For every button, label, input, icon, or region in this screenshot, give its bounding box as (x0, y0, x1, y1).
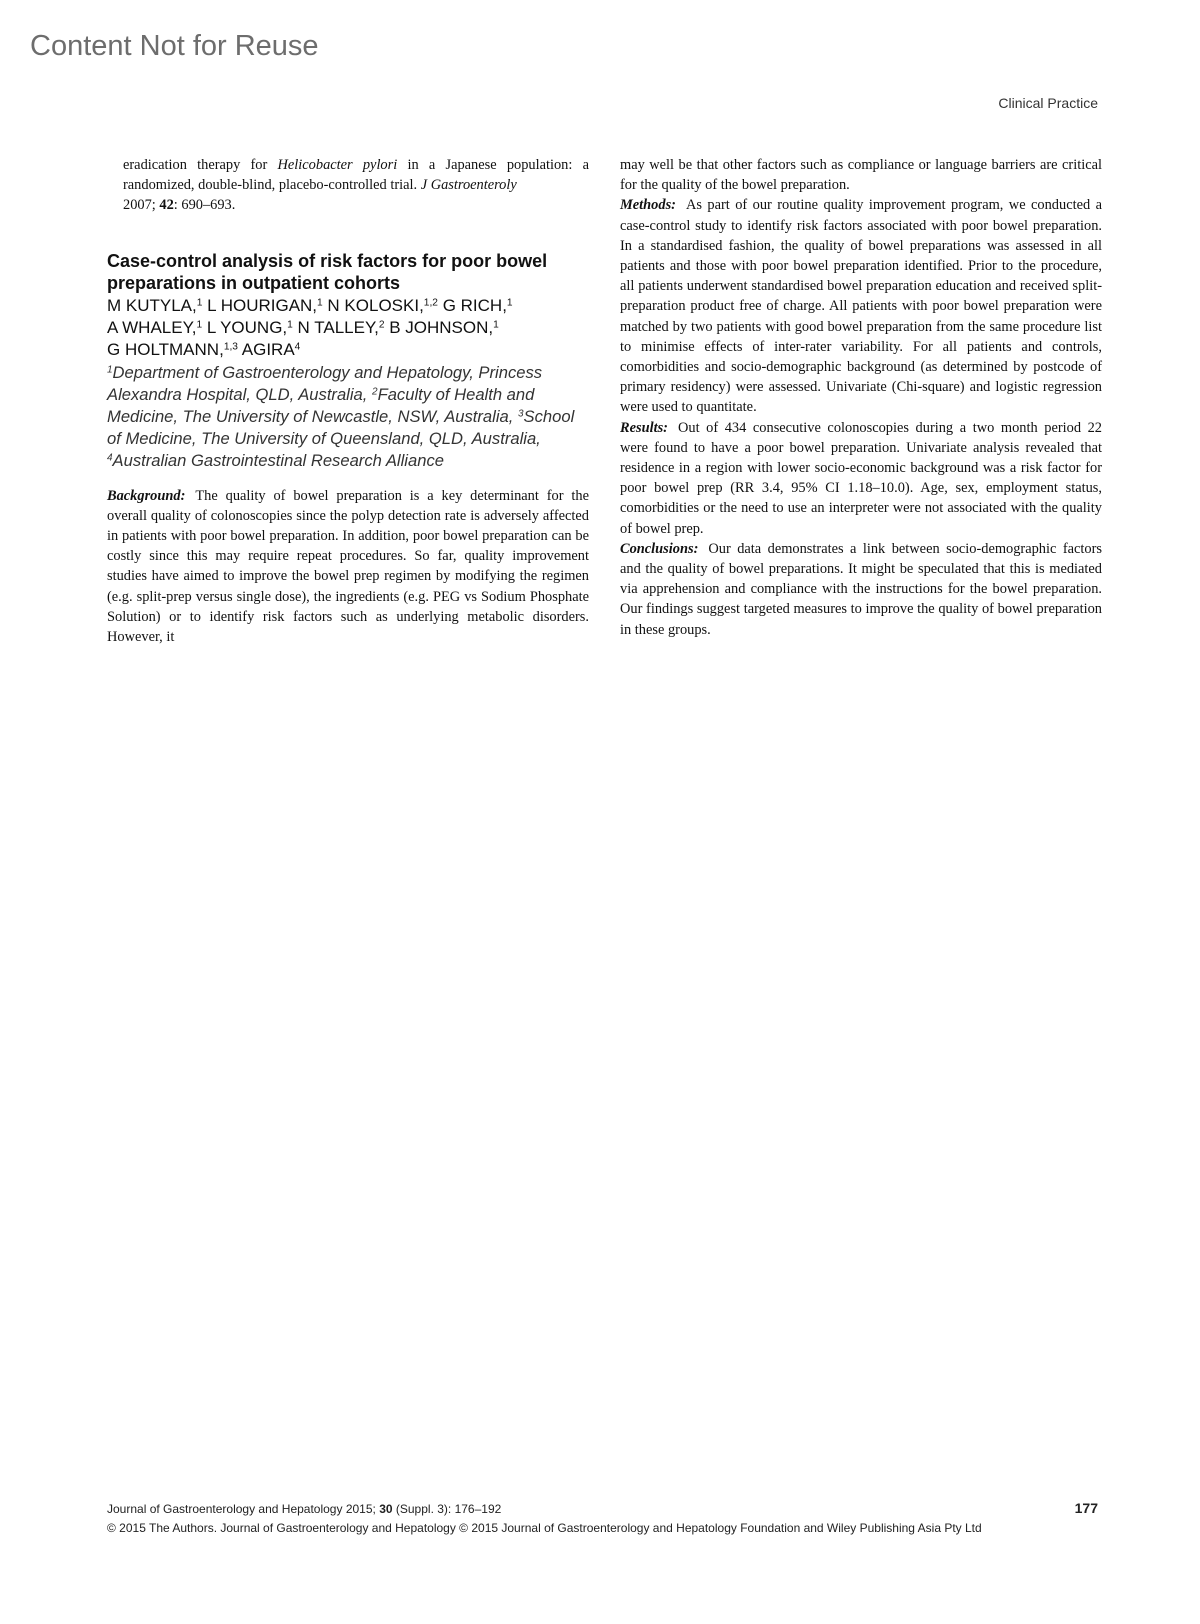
footer-volume: 30 (379, 1502, 393, 1516)
affiliation-text: Australian Gastrointestinal Research Alliance (112, 450, 444, 470)
running-head: Clinical Practice (998, 95, 1098, 111)
reference-text: eradication therapy for (123, 157, 278, 173)
reference-organism: Helicobacter pylori (277, 157, 398, 173)
author-affiliation-mark: 1,2 (423, 297, 438, 308)
footer-copyright: © 2015 The Authors. Journal of Gastroenterology and Hepatology © 2015 Journal of Gastroenterology and Hepatology Foundation and Wiley Publishing Asia Pty Ltd (107, 1521, 982, 1535)
footer-journal: Journal of Gastroenterology and Hepatology 2015; (107, 1502, 380, 1516)
author: G RICH, (437, 295, 507, 315)
author-affiliation-mark: 4 (294, 341, 301, 352)
author-affiliation-mark: 1 (317, 297, 323, 308)
affiliation-mark: 3 (517, 408, 524, 420)
methods-paragraph (620, 195, 1102, 417)
conclusions-heading: Conclusions: (620, 540, 699, 557)
author: M KUTYLA, (107, 295, 197, 315)
author-list (107, 295, 589, 361)
author-affiliation-mark: 1 (493, 319, 499, 330)
results-paragraph (620, 418, 1102, 539)
affiliation-text: Department of Gastroenterology and Hepatology, Princess Alexandra Hospital, QLD, Australia, (107, 362, 543, 404)
author: N KOLOSKI, (322, 295, 424, 315)
continuation-paragraph: may well be that other factors such as compliance or language barriers are critical for the quality of the bowel preparation. (620, 157, 1102, 194)
affiliation-mark: 2 (372, 386, 378, 398)
affiliation-mark: 4 (107, 452, 113, 464)
author: A WHALEY, (107, 317, 197, 337)
author-affiliation-mark: 1 (196, 319, 203, 330)
author: AGIRA (237, 339, 295, 359)
watermark: Content Not for Reuse (30, 30, 319, 62)
article-title: Case-control analysis of risk factors for poor bowel preparations in outpatient cohorts (107, 250, 548, 293)
background-paragraph (107, 486, 589, 648)
reference-continuation (107, 155, 589, 216)
reference-journal: J Gastroenteroly (420, 177, 517, 194)
conclusions-text: Our data demonstrates a link between socio-demographic factors and the quality of bowel preparations. It might be speculated that this is mediated via apprehension and compliance with the instructions for the bowel preparation. Our findings suggest targeted measures to improve the quality of bowel preparation in these groups. (620, 540, 1102, 638)
author-affiliation-mark: 1 (506, 297, 513, 308)
footer-supplement: (Suppl. 3): 176–192 (392, 1502, 502, 1516)
page-number: 177 (1074, 1500, 1098, 1516)
affiliation-mark: 1 (107, 364, 113, 376)
background-text: The quality of bowel preparation is a key determinant for the overall quality of colonoscopies since the polyp detection rate is adversely affected in patients with poor bowel preparation. In addition, poor bowel preparation can be costly since this may require repeat procedures. So far, quality improvement studies have aimed to improve the bowel prep regimen by modifying the regimen (e.g. split-prep versus single dose), the ingredients (e.g. PEG vs Sodium Phosphate Solution) or to identify risk factors such as underlying metabolic disorders. However, it (107, 487, 589, 646)
reference-text: in a Japanese population: a randomized, double-blind, placebo-controlled trial. (123, 157, 589, 194)
results-text: Out of 434 consecutive colonoscopies during a two month period 22 were found to have a poor bowel preparation. Univariate analysis revealed that residence in a region with lower socio-economic background was a risk factor for poor bowel prep (RR 3.4, 95% CI 1.18–10.0). Age, sex, employment status, comorbidities or the need to use an interpreter were not associated with the quality of bowel prep. (620, 419, 1102, 537)
author: G HOLTMANN, (107, 339, 224, 359)
author: L YOUNG, (202, 317, 288, 337)
author-affiliation-mark: 1,3 (223, 341, 238, 352)
author-affiliation-mark: 1 (196, 297, 203, 308)
conclusions-paragraph (620, 539, 1102, 640)
reference-volume: 42 (159, 197, 174, 214)
author-affiliation-mark: 1 (287, 319, 293, 330)
author: L HOURIGAN, (202, 295, 318, 315)
methods-text: As part of our routine quality improvement program, we conducted a case-control study to identify risk factors associated with poor bowel preparation. In a standardised fashion, the quality of bowel preparations was assessed in all patients and those with poor bowel preparation identified. Prior to the procedure, all patients underwent standardised bowel preparation education and received split-preparation product free of charge. All patients with poor bowel preparation were matched by two patients with good bowel preparation from the same procedure list to minimise effects of inter-rater variability. For all patients and controls, comorbidities and socio-demographic background (as determined by postcode of primary residency) were assessed. Univariate (Chi-square) and logistic regression were used to quantitate. (620, 197, 1102, 416)
results-heading: Results: (620, 419, 668, 436)
author: N TALLEY, (292, 317, 379, 337)
left-column (107, 155, 589, 647)
right-column (620, 155, 1102, 640)
affiliation-text: School of Medicine, The University of Queensland, QLD, Australia, (107, 406, 575, 448)
affiliations (107, 362, 589, 472)
author-affiliation-mark: 2 (378, 319, 385, 330)
background-heading: Background: (107, 487, 186, 504)
footer-citation (107, 1502, 1098, 1516)
affiliation-text: Faculty of Health and Medicine, The University of Newcastle, NSW, Australia, (107, 384, 535, 426)
author: B JOHNSON, (384, 317, 494, 337)
reference-year: 2007; (123, 197, 160, 214)
methods-heading: Methods: (620, 197, 676, 214)
reference-pages: : 690–693. (173, 197, 236, 214)
